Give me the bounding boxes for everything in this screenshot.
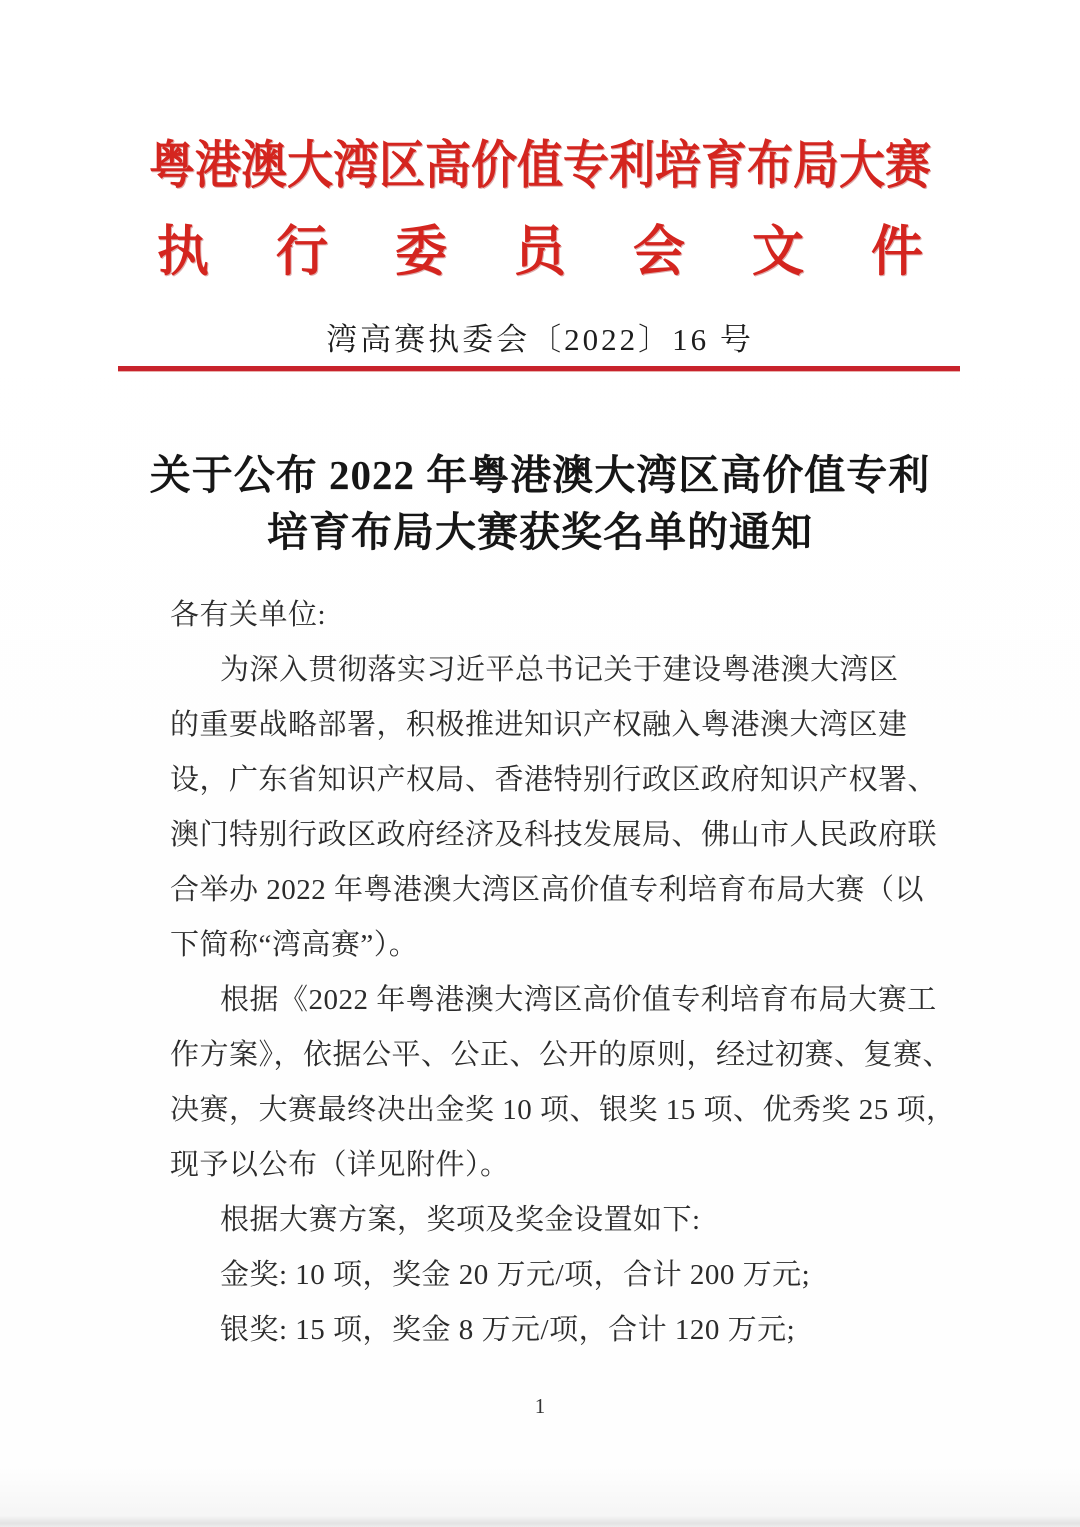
award-gold-line: 金奖: 10 项，奖金 20 万元/项，合计 200 万元;: [220, 1259, 811, 1291]
body-line: 设，广东省知识产权局、香港特别行政区政府知识产权署、: [170, 764, 938, 796]
red-separator-rule: [118, 366, 960, 372]
salutation-line: 各有关单位:: [170, 599, 327, 631]
body-line: 决赛，大赛最终决出金奖 10 项、银奖 15 项、优秀奖 25 项，: [170, 1094, 956, 1126]
body-line: 澳门特别行政区政府经济及科技发展局、佛山市人民政府联: [170, 819, 938, 851]
document-body: [170, 588, 956, 1358]
body-line: 根据《2022 年粤港澳大湾区高价值专利培育布局大赛工: [220, 984, 937, 1016]
document-letterhead: [0, 128, 1080, 284]
committee-document-line: [0, 222, 1080, 284]
body-line: 的重要战略部署，积极推进知识产权融入粤港澳大湾区建: [170, 709, 908, 741]
document-title: [0, 447, 1080, 561]
body-line: 为深入贯彻落实习近平总书记关于建设粤港澳大湾区: [220, 654, 899, 686]
body-line: 下简称“湾高赛”）。: [170, 929, 419, 961]
body-line: 根据大赛方案，奖项及奖金设置如下:: [220, 1204, 701, 1236]
document-title-line-1: 关于公布 2022 年粤港澳大湾区高价值专利: [149, 452, 931, 498]
document-number: 湾高赛执委会〔2022〕16 号: [326, 322, 754, 357]
document-title-line-2: 培育布局大赛获奖名单的通知: [267, 509, 813, 555]
committee-document-label: 执行委员会文件: [156, 222, 990, 283]
body-line: 现予以公布（详见附件）。: [170, 1149, 510, 1181]
body-line: 作方案》，依据公平、公正、公开的原则，经过初赛、复赛、: [170, 1039, 953, 1071]
scan-edge-shadow: [0, 1515, 1080, 1527]
issuing-organization-title: 粤港澳大湾区高价值专利培育布局大赛: [149, 136, 931, 195]
page-number: 1: [534, 1394, 546, 1418]
body-line: 合举办 2022 年粤港澳大湾区高价值专利培育布局大赛（以: [170, 874, 925, 906]
award-silver-line: 银奖: 15 项，奖金 8 万元/项，合计 120 万元;: [220, 1314, 796, 1346]
